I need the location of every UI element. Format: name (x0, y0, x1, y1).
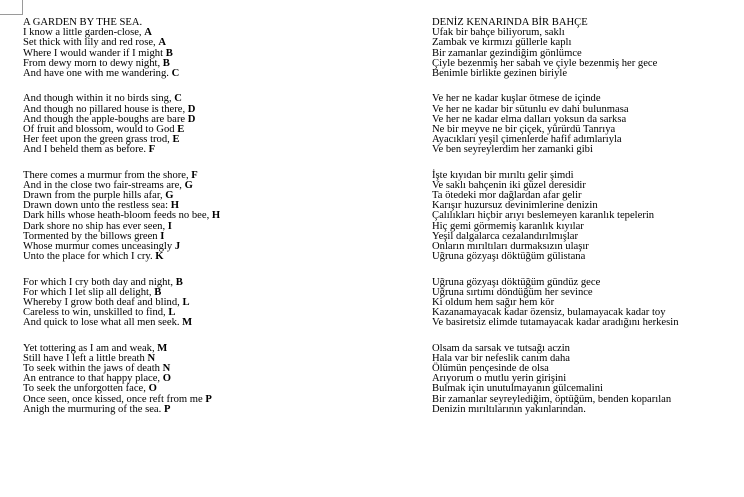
turkish-poem-line: Ve saklı bahçenin iki güzel deresidir (432, 179, 586, 191)
english-line-text: I know a little garden-close, (23, 27, 145, 39)
english-line-text: Where I would wander if I might (23, 47, 166, 59)
rhyme-scheme-letter: D (187, 113, 196, 125)
rhyme-scheme-letter: G (184, 179, 193, 191)
turkish-poem-line: Yeşil dalgalarca cezalandırılmışlar (432, 230, 578, 242)
english-line-text: And in the close two fair-streams are, (23, 179, 185, 191)
english-line-text: Still have I left a little breath (23, 352, 148, 364)
english-poem-line (23, 405, 220, 415)
turkish-poem-line: Karışır huzursuz devinimlerine denizin (432, 200, 598, 212)
turkish-poem-line: Kazanamayacak kadar özensiz, bulamayacak kadar toy (432, 307, 666, 319)
english-line-text: Whose murmur comes unceasingly (23, 240, 175, 252)
english-line-text: And though the apple-boughs are bare (23, 113, 188, 125)
rhyme-scheme-letter: F (191, 169, 198, 181)
page-corner-marker (0, 0, 23, 15)
rhyme-scheme-letter: J (174, 240, 181, 252)
rhyme-scheme-letter: B (162, 57, 170, 69)
english-line-text: From dewy morn to dewy night, (23, 57, 163, 69)
english-line-text: Careless to win, unskilled to find, (23, 307, 169, 319)
rhyme-scheme-letter: C (174, 93, 182, 105)
english-line-text: Yet tottering as I am and weak, (23, 342, 158, 354)
english-poem-column (23, 18, 220, 415)
turkish-poem-line: Bir zamanlar seyreylediğim, öptüğüm, benden koparılan (432, 393, 672, 405)
english-line-text: To seek the unforgotten face, (23, 383, 149, 395)
english-poem-title: A GARDEN BY THE SEA. (23, 17, 143, 28)
rhyme-scheme-letter: E (172, 134, 180, 146)
english-poem-line (23, 69, 220, 79)
english-stanza (23, 28, 220, 79)
english-line-text: Anigh the murmuring of the sea. (23, 403, 164, 415)
english-line-text: Drawn down unto the restless sea: (23, 200, 171, 212)
rhyme-scheme-letter: E (177, 123, 185, 135)
english-line-text: Unto the place for which I cry. (23, 251, 156, 263)
english-line-text: For which I let slip all delight, (23, 286, 155, 298)
english-stanza (23, 278, 220, 329)
rhyme-scheme-letter: O (162, 373, 171, 385)
rhyme-scheme-letter: A (144, 27, 152, 39)
rhyme-scheme-letter: O (148, 383, 157, 395)
turkish-poem-line: Ki oldum hem sağır hem kör (432, 296, 555, 308)
turkish-poem-line: Ve ben seyreylerdim her zamanki gibi (432, 144, 593, 156)
rhyme-scheme-letter: I (160, 230, 165, 242)
english-stanza (23, 94, 220, 155)
turkish-poem-line: Ve her ne kadar kuşlar ötmese de içinde (432, 93, 601, 105)
rhyme-scheme-letter: C (171, 67, 180, 79)
turkish-poem-line: Onların mırıltıları durmaksızın ulaşır (432, 240, 589, 252)
turkish-poem-line: Denizin mırıltılarının yakınlarından. (432, 403, 586, 415)
english-poem-line (23, 145, 220, 155)
english-line-text: And though no pillared house is there, (23, 103, 188, 115)
turkish-stanza (432, 28, 679, 79)
turkish-poem-title: DENİZ KENARINDA BİR BAHÇE (432, 17, 588, 28)
turkish-poem-line: Olsam da sarsak ve tutsağı aczin (432, 342, 570, 354)
turkish-poem-line: Zambak ve kırmızı güllerle kaplı (432, 37, 572, 49)
turkish-poem-line: Bir zamanlar gezindiğim gönlümce (432, 47, 582, 59)
english-line-text: Drawn from the purple hills afar, (23, 190, 166, 201)
rhyme-scheme-letter: N (162, 363, 171, 374)
turkish-poem-line: Ta ötedeki mor dağlardan afar gelir (432, 190, 582, 201)
rhyme-scheme-letter: L (168, 307, 176, 319)
english-line-text: For which I cry both day and night, (23, 276, 176, 288)
turkish-poem-line: Uğruna sırtımı döndüğüm her sevince (432, 286, 593, 298)
rhyme-scheme-letter: F (148, 144, 156, 156)
turkish-stanza (432, 278, 679, 329)
rhyme-scheme-letter: H (211, 210, 221, 222)
english-line-text: Of fruit and blossom, would to God (23, 123, 178, 135)
english-stanza (23, 344, 220, 415)
english-line-text: Tormented by the billows green (23, 230, 161, 242)
rhyme-scheme-letter: M (157, 342, 168, 354)
turkish-poem-line: Ölümün pençesinde de olsa (432, 363, 549, 374)
english-poem-line (23, 318, 220, 328)
rhyme-scheme-letter: K (155, 251, 164, 263)
english-line-text: And I beheld them as before. (23, 144, 149, 156)
english-line-text: Set thick with lily and red rose, (23, 37, 159, 49)
turkish-poem-column (432, 18, 679, 415)
turkish-poem-line: Ve basiretsiz elimde tutamayacak kadar aradığını herkesin (432, 317, 679, 329)
english-poem-line (23, 252, 220, 262)
turkish-poem-line: Ve her ne kadar bir sütunlu ev dahi bulunmasa (432, 103, 629, 115)
rhyme-scheme-letter: H (170, 200, 179, 212)
english-line-text: An entrance to that happy place, (23, 373, 163, 385)
english-line-text: Whereby I grow both deaf and blind, (23, 296, 183, 308)
english-line-text: Her feet upon the green grass trod, (23, 134, 173, 146)
turkish-stanza (432, 94, 679, 155)
rhyme-scheme-letter: B (154, 286, 162, 298)
turkish-poem-line: Ne bir meyve ne bir çiçek, yürürdü Tanrıya (432, 123, 616, 135)
turkish-poem-line: İşte kıyıdan bir mırıltı gelir şimdi (432, 169, 574, 181)
english-line-text: There comes a murmur from the shore, (23, 169, 192, 181)
rhyme-scheme-letter: N (147, 352, 156, 364)
english-line-text: Dark hills whose heath-bloom feeds no bee, (23, 210, 212, 222)
turkish-poem-line: Hala var bir nefeslik canım daha (432, 352, 570, 364)
turkish-poem-line: Uğruna gözyaşı döktüğüm gündüz gece (432, 276, 601, 288)
turkish-stanza (432, 344, 679, 415)
rhyme-scheme-letter: P (205, 393, 212, 405)
turkish-poem-line: Ve her ne kadar elma dalları yoksun da sarksa (432, 113, 627, 125)
rhyme-scheme-letter: D (187, 103, 196, 115)
turkish-poem-line: Benimle birlikte gezinen biriyle (432, 67, 568, 79)
turkish-poem-line: Uğruna gözyaşı döktüğüm gülistana (432, 251, 586, 263)
rhyme-scheme-letter: M (182, 317, 193, 329)
english-line-text: Once seen, once kissed, once reft from me (23, 393, 206, 405)
turkish-poem-line: Çiyle bezenmiş her sabah ve çiyle bezenmiş her gece (432, 57, 658, 69)
turkish-poem-line: Arıyorum o mutlu yerin girişini (432, 373, 567, 385)
turkish-poem-line: Ufak bir bahçe biliyorum, saklı (432, 27, 565, 39)
rhyme-scheme-letter: A (158, 37, 166, 49)
rhyme-scheme-letter: B (165, 47, 173, 59)
english-line-text: Dark shore no ship has ever seen, (23, 220, 168, 232)
turkish-poem-line: Bulmak için unutulmayanın gülcemalini (432, 383, 603, 395)
rhyme-scheme-letter: I (167, 220, 172, 232)
rhyme-scheme-letter: L (182, 296, 190, 308)
turkish-stanza (432, 171, 679, 263)
english-line-text: And quick to lose what all men seek. (23, 317, 183, 329)
turkish-poem-line: Ayacıkları yeşil çimenlerde hafif adımlarıyla (432, 134, 622, 146)
turkish-poem-line: Hiç gemi görmemiş karanlık kıyılar (432, 220, 584, 232)
rhyme-scheme-letter: B (175, 276, 183, 288)
turkish-poem-line: Çalılıkları hiçbir arıyı beslemeyen karanlık tepelerin (432, 210, 655, 222)
english-line-text: And have one with me wandering. (23, 67, 172, 79)
rhyme-scheme-letter: G (165, 190, 174, 201)
english-line-text: And though within it no birds sing, (23, 93, 175, 105)
rhyme-scheme-letter: P (163, 403, 171, 415)
english-stanza (23, 171, 220, 263)
english-line-text: To seek within the jaws of death (23, 363, 163, 374)
